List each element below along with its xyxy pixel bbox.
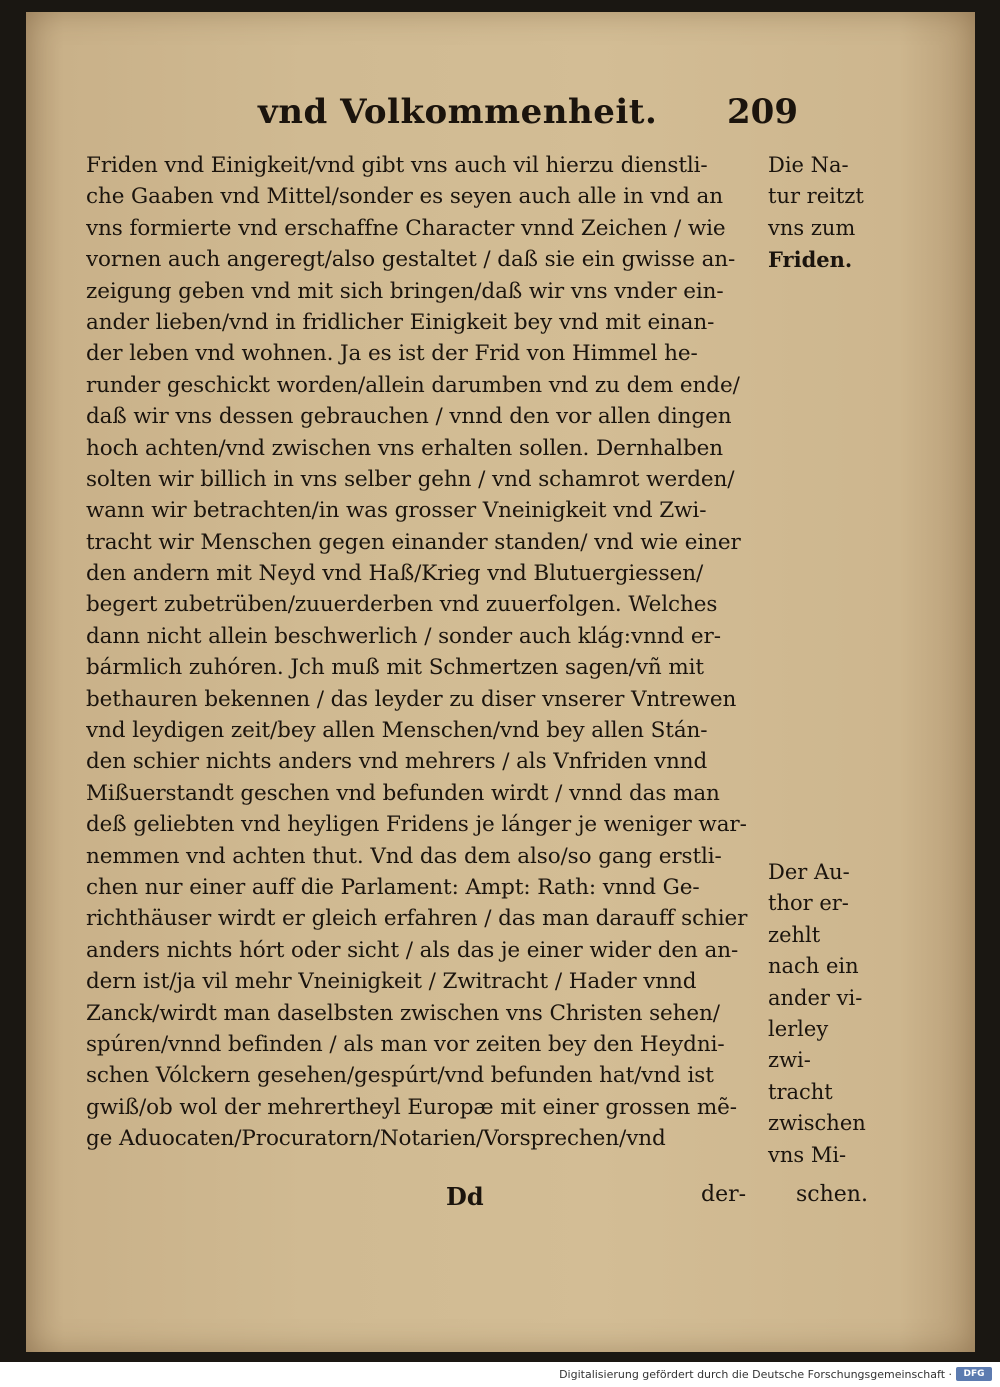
text-line: runder geschickt worden/allein darumben vnd zu dem ende/: [86, 372, 740, 398]
body-text: [86, 150, 786, 1155]
text-line: den schier nichts anders vnd mehrers / als Vnfriden vnnd: [86, 749, 708, 775]
marginal-note-line: zehlt: [768, 922, 821, 947]
text-line: begert zubetrüben/zuuerderben vnd zuuerfolgen. Welches: [86, 592, 718, 618]
marginal-note-line: thor er-: [768, 891, 849, 916]
text-line: bármlich zuhóren. Jch muß mit Schmertzen sagen/vñ mit: [86, 655, 704, 681]
text-line: hoch achten/vnd zwischen vns erhalten sollen. Dernhalben: [86, 435, 723, 461]
margin-catchword: schen.: [796, 1182, 868, 1207]
marginal-note-line: zwi-: [768, 1048, 811, 1073]
text-line: schen Vólckern gesehen/gespúrt/vnd befunden hat/vnd ist: [86, 1063, 714, 1089]
text-line: chen nur einer auff die Parlament: Ampt: Rath: vnnd Ge-: [86, 874, 700, 900]
funding-credit: Digitalisierung gefördert durch die Deutsche Forschungsgemeinschaft ·: [559, 1368, 952, 1381]
marginal-note-line: vns zum: [768, 215, 856, 240]
marginal-note-line: Der Au-: [768, 860, 850, 884]
text-line: tracht wir Menschen gegen einander standen/ vnd wie einer: [86, 529, 741, 555]
text-line: che Gaaben vnd Mittel/sonder es seyen auch alle in vnd an: [86, 184, 723, 210]
marginal-note-line: Die Na-: [768, 153, 849, 177]
text-line: wann wir betrachten/in was grosser Vneinigkeit vnd Zwi-: [86, 498, 707, 524]
marginal-note-line: tur reitzt: [768, 184, 864, 209]
dfg-logo: DFG: [956, 1367, 992, 1381]
text-line: Mißuerstandt geschen vnd befunden wirdt / vnnd das man: [86, 780, 720, 806]
text-line: gwiß/ob wol der mehrertheyl Europæ mit einer grossen mẽ-: [86, 1094, 737, 1120]
text-line: Friden vnd Einigkeit/vnd gibt vns auch vil hierzu dienstli-: [86, 153, 708, 178]
footer-bar: [0, 1362, 1000, 1387]
marginal-note-line: ander vi-: [768, 985, 863, 1010]
catchword-line: [86, 1182, 868, 1216]
marginal-note-line: zwischen: [768, 1111, 866, 1136]
catchword: der-: [701, 1182, 747, 1207]
marginal-note: [768, 150, 878, 276]
text-line: der leben vnd wohnen. Ja es ist der Frid von Himmel he-: [86, 341, 698, 367]
text-line: vornen auch angeregt/also gestaltet / daß sie ein gwisse an-: [86, 247, 736, 273]
text-line: vnd leydigen zeit/bey allen Menschen/vnd bey allen Stán-: [86, 718, 708, 744]
text-line: ander lieben/vnd in fridlicher Einigkeit bey vnd mit einan-: [86, 309, 715, 335]
text-line: ge Aduocaten/Procuratorn/Notarien/Vorsprechen/vnd: [86, 1126, 666, 1152]
marginal-note-line: Friden.: [768, 247, 853, 273]
book-page: [26, 12, 975, 1352]
text-line: solten wir billich in vns selber gehn / vnd schamrot werden/: [86, 466, 735, 492]
text-line: vns formierte vnd erschaffne Character vnnd Zeichen / wie: [86, 215, 726, 241]
text-line: dann nicht allein beschwerlich / sonder auch klág:vnnd er-: [86, 623, 721, 649]
running-title: vnd Volkommenheit.: [258, 92, 658, 132]
text-line: daß wir vns dessen gebrauchen / vnnd den vor allen dingen: [86, 404, 732, 430]
marginal-note-line: tracht: [768, 1079, 833, 1104]
text-line: zeigung geben vnd mit sich bringen/daß wir vns vnder ein-: [86, 278, 724, 304]
marginal-note: [768, 857, 878, 1171]
marginal-note-line: vns Mi-: [768, 1142, 847, 1167]
marginal-note-line: lerley: [768, 1016, 829, 1041]
text-line: anders nichts hórt oder sicht / als das je einer wider den an-: [86, 937, 739, 963]
running-head: [258, 92, 798, 142]
marginal-note-line: nach ein: [768, 954, 859, 979]
text-line: dern ist/ja vil mehr Vneinigkeit / Zwitracht / Hader vnnd: [86, 969, 697, 995]
page-number: 209: [727, 92, 798, 132]
text-line: richthäuser wirdt er gleich erfahren / das man darauff schier: [86, 906, 748, 932]
text-line: bethauren bekennen / das leyder zu diser vnserer Vntrewen: [86, 686, 737, 712]
signature-mark: Dd: [446, 1182, 484, 1211]
text-line: deß geliebten vnd heyligen Fridens je lánger je weniger war-: [86, 812, 747, 838]
text-line: Zanck/wirdt man daselbsten zwischen vns Christen sehen/: [86, 1000, 720, 1026]
text-line: nemmen vnd achten thut. Vnd das dem also/so gang erstli-: [86, 843, 722, 869]
text-line: spúren/vnnd befinden / als man vor zeiten bey den Heydni-: [86, 1031, 725, 1057]
text-line: den andern mit Neyd vnd Haß/Krieg vnd Blutuergiessen/: [86, 561, 704, 587]
